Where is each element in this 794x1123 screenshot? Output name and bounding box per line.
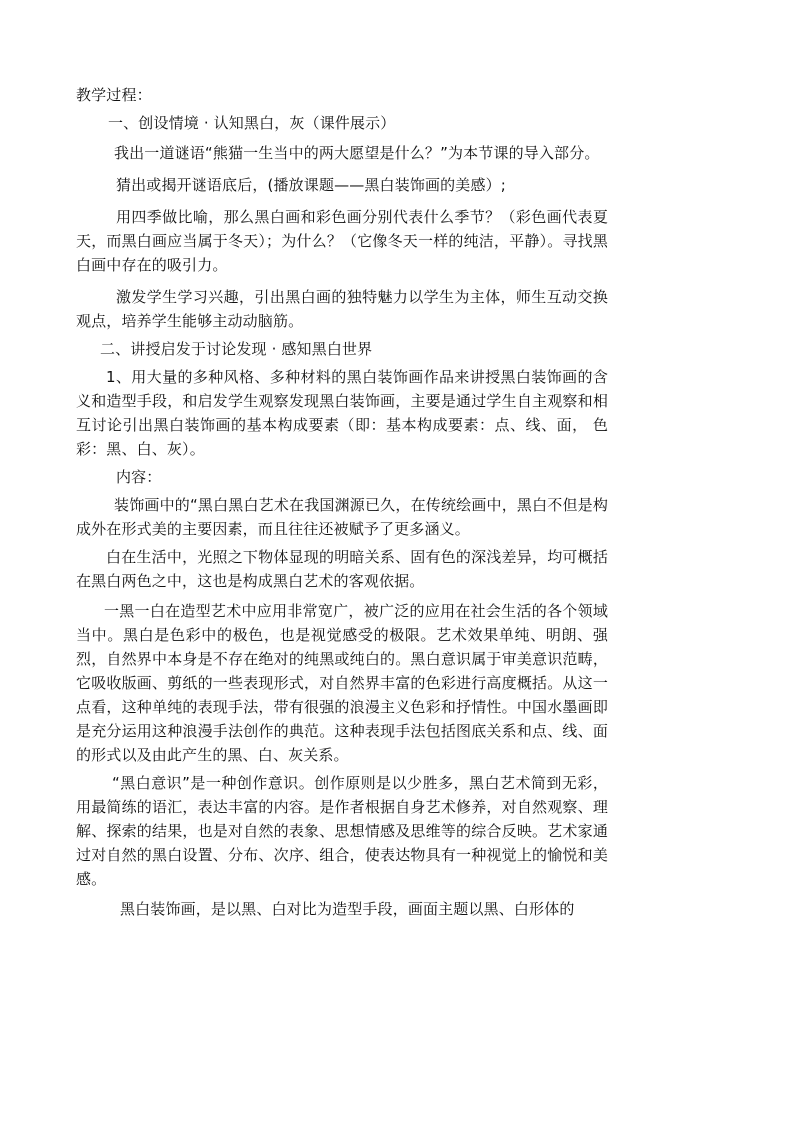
- paragraph-tradition: 装饰画中的“黑白黑白艺术在我国渊源已久，在传统绘画中，黑白不但是构成外在形式美的主要因素，而且往往还被赋予了更多涵义。: [76, 496, 608, 538]
- paragraph-seasons: 用四季做比喻，那么黑白画和彩色画分别代表什么季节？（彩色画代表夏天，而黑白画应当属于冬天）；为什么？（它像冬天一样的纯洁，平静）。寻找黑白画中存在的吸引力。: [76, 208, 608, 274]
- content-label: 内容：: [116, 468, 162, 486]
- paragraph-decoration: 黑白装饰画，是以黑、白对比为造型手段，画面主题以黑、白形体的: [120, 900, 575, 918]
- paragraph-reveal: 猜出或揭开谜语底后，(播放课题——黑白装饰画的美感）;: [116, 176, 506, 194]
- paragraph-application: 一黑一白在造型艺术中应用非常宽广，被广泛的应用在社会生活的各个领域当中。黑白是色彩中的极色，也是视觉感受的极限。艺术效果单纯、明朗、强烈，自然界中本身是不存在绝对的纯黑或纯白的。黑白意识属于审美意识范畴，它吸收版画、剪纸的一些表现形式，对自然界丰富的色彩进行高度概括。从这一点看，这种单纯的表现手法，带有很强的浪漫主义色彩和抒情性。中国水墨画即是充分运用这种浪漫手法创作的典范。这种表现手法包括图底关系和点、线、面的形式以及由此产生的黑、白、灰关系。: [76, 602, 608, 764]
- section-1-title: 一、创设情境 · 认知黑白，灰（课件展示）: [108, 114, 396, 132]
- process-heading: 教学过程：: [76, 86, 152, 104]
- section-2-title: 二、讲授启发于讨论发现 · 感知黑白世界: [100, 340, 373, 358]
- paragraph-awareness: “黑白意识”是一种创作意识。创作原则是以少胜多，黑白艺术简到无彩，用最简练的语汇，表达丰富的内容。是作者根据自身艺术修养，对自然观察、理解、探索的结果，也是对自然的表象、思想情感及思维等的综合反映。艺术家通过对自然的黑白设置、分布、次序、组合，使表达物具有一种视觉上的愉悦和美感。: [76, 774, 608, 888]
- paragraph-riddle: 我出一道谜语“熊猫一生当中的两大愿望是什么？”为本节课的导入部分。: [114, 144, 600, 162]
- document-body: [76, 83, 608, 921]
- paragraph-interest: 激发学生学习兴趣，引出黑白画的独特魅力以学生为主体，师生互动交换观点，培养学生能够主动动脑筋。: [76, 288, 608, 330]
- paragraph-light: 白在生活中，光照之下物体显现的明暗关系、固有色的深浅差异，均可概括在黑白两色之中，这也是构成黑白艺术的客观依据。: [76, 548, 608, 590]
- paragraph-works: 1、用大量的多种风格、多种材料的黑白装饰画作品来讲授黑白装饰画的含义和造型手段，和启发学生观察发现黑白装饰画，主要是通过学生自主观察和相互讨论引出黑白装饰画的基本构成要素（即：基本构成要素：点、线、面， 色彩：黑、白、灰）。: [76, 368, 608, 458]
